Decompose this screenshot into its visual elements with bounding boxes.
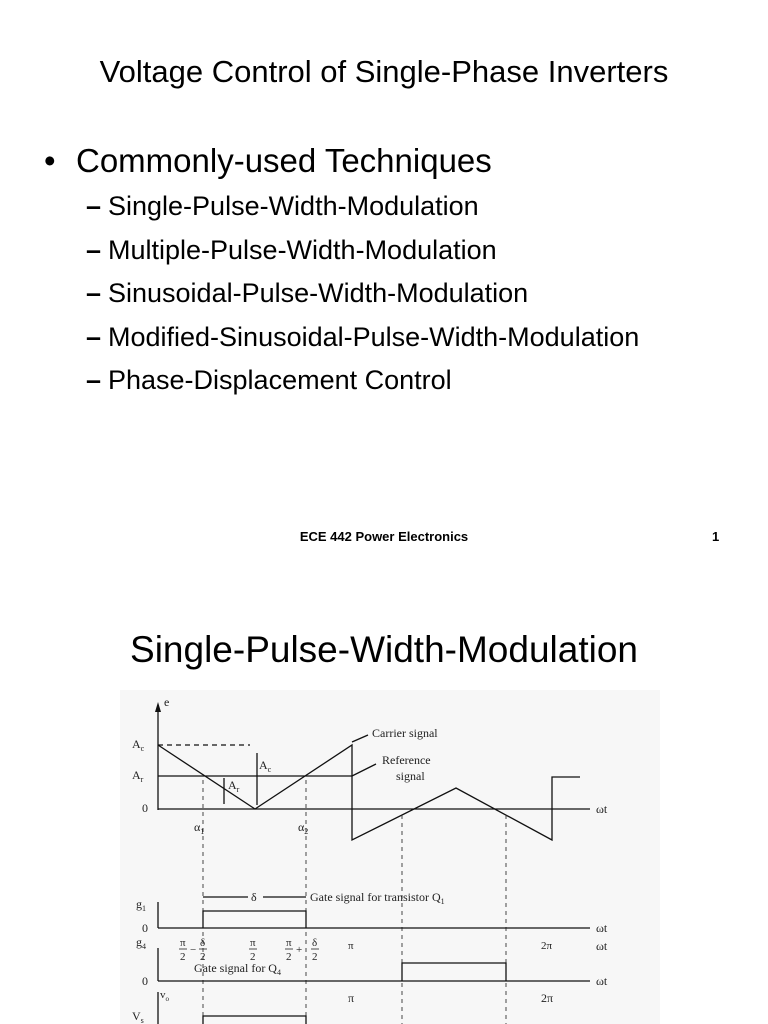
dash-icon: –: [86, 321, 102, 352]
two-pi-label-g4: 2π: [541, 940, 553, 952]
zero-label-g1: 0: [142, 921, 148, 935]
delta-label: δ: [251, 890, 257, 904]
footer-page-number: 1: [712, 529, 720, 544]
zero-label-top: 0: [142, 801, 148, 815]
ac-marker-sub: c: [267, 765, 272, 774]
technique-label: Modified-Sinusoidal-Pulse-Width-Modulation: [108, 321, 640, 352]
carrier-signal-label: Carrier signal: [372, 726, 438, 740]
g1-sub: 1: [142, 904, 146, 913]
alpha2-main: α: [298, 820, 305, 834]
frac3-den: 2: [286, 951, 292, 963]
g4-main: g: [136, 935, 142, 949]
vo-main: v: [160, 989, 166, 1001]
omega-t-label-g4: ωt: [596, 939, 608, 953]
alpha1-sub: 1: [200, 827, 205, 836]
technique-label: Single-Pulse-Width-Modulation: [108, 191, 479, 221]
two-pi-label-vo: 2π: [541, 991, 554, 1005]
omega-t-label-g1: ωt: [596, 921, 608, 935]
gate-q4-sub: 4: [276, 968, 281, 977]
technique-item: [86, 185, 639, 229]
e-axis-label: e: [164, 695, 170, 709]
ac-label-sub: c: [140, 744, 145, 753]
gate-q1-sub: 1: [440, 897, 445, 906]
omega-t-label-top: ωt: [596, 802, 608, 816]
bullet-icon: •: [44, 142, 56, 179]
g1-main: g: [136, 897, 142, 911]
pwm-waveform-figure: [120, 690, 660, 1024]
technique-list: [86, 185, 639, 403]
vs-main: V: [132, 1009, 141, 1023]
slide-title: Single-Pulse-Width-Modulation: [130, 629, 638, 670]
gate-q1-label: [310, 890, 445, 906]
gate-q4-main: Gate signal for Q: [194, 961, 277, 975]
reference-label-line1: Reference: [382, 753, 431, 767]
footer-course: ECE 442 Power Electronics: [299, 529, 469, 544]
ar-marker-sub: r: [236, 785, 240, 794]
dash-icon: –: [86, 234, 102, 265]
omega-t-label-vo-axis: ωt: [596, 974, 608, 988]
dash-icon: –: [86, 191, 102, 221]
frac3-delta-den: 2: [312, 951, 318, 963]
technique-label: Sinusoidal-Pulse-Width-Modulation: [108, 278, 529, 308]
frac3-delta: δ: [312, 937, 318, 949]
zero-label-g4: 0: [142, 974, 148, 988]
dash-icon: –: [86, 365, 102, 395]
ac-marker-main: A: [259, 758, 268, 772]
technique-item: [86, 316, 639, 360]
technique-item: [86, 359, 639, 403]
frac1-num: π: [180, 937, 186, 949]
technique-item: [86, 229, 639, 273]
frac2-den: 2: [250, 951, 256, 963]
pi-label-vo: π: [348, 991, 355, 1005]
ar-marker-main: A: [228, 778, 237, 792]
ar-label-main: A: [132, 768, 141, 782]
frac1-minus: −: [190, 944, 197, 956]
frac1-den: 2: [180, 951, 186, 963]
technique-item: [86, 272, 639, 316]
technique-label: Multiple-Pulse-Width-Modulation: [108, 234, 497, 265]
bullet-text: Commonly-used Techniques: [76, 142, 492, 179]
frac1-delta: δ: [200, 937, 206, 949]
gate-q4-label: [194, 961, 281, 977]
slide-2: [0, 580, 768, 1024]
frac3-plus: +: [296, 944, 303, 956]
frac1-delta-den: 2: [200, 951, 206, 963]
gate-q1-main: Gate signal for transistor Q: [310, 890, 441, 904]
ac-label-main: A: [132, 737, 141, 751]
ar-label-sub: r: [140, 775, 144, 784]
vo-sub: o: [165, 995, 169, 1003]
technique-label: Phase-Displacement Control: [108, 365, 452, 395]
bullet-item: [44, 141, 492, 181]
vs-sub: s: [140, 1016, 144, 1024]
alpha2-sub: 2: [304, 827, 309, 836]
alpha1-main: α: [194, 820, 201, 834]
frac3-num: π: [286, 937, 292, 949]
frac2-num: π: [250, 937, 256, 949]
reference-label-line2: signal: [396, 769, 425, 783]
g4-sub: 4: [142, 942, 146, 951]
dash-icon: –: [86, 278, 102, 308]
pi-label-g4: π: [348, 940, 354, 952]
slide-title: Voltage Control of Single-Phase Inverters: [99, 54, 669, 89]
